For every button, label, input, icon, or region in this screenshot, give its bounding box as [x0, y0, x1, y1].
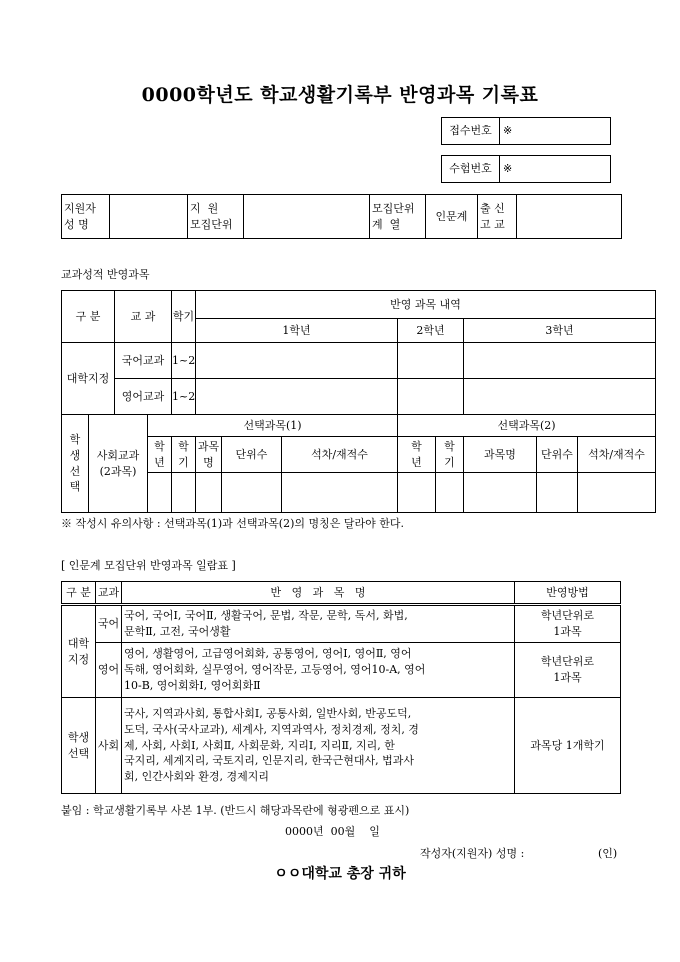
grades-grade2: 2학년 — [398, 319, 464, 343]
grades-table — [61, 290, 656, 513]
list-social: 사회 — [96, 698, 122, 794]
list-col-category: 구 분 — [62, 582, 96, 605]
e2-year-input[interactable] — [398, 473, 436, 513]
e1-rank-input[interactable] — [282, 473, 398, 513]
writer-label: 작성자(지원자) 성명 : — [420, 847, 525, 860]
e2-rank-header: 석차/재적수 — [578, 437, 656, 473]
e2-sem-input[interactable] — [436, 473, 464, 513]
list-heading: [ 인문계 모집단위 반영과목 일람표 ] — [61, 559, 236, 572]
grades-social: 사회교과 (2과목) — [89, 415, 148, 513]
exam-box — [441, 155, 611, 183]
e1-units-header: 단위수 — [222, 437, 282, 473]
grades-english: 영어교과 — [115, 379, 172, 415]
grades-reflected-header: 반영 과목 내역 — [196, 291, 656, 319]
applicant-table — [61, 194, 622, 239]
grades-heading: 교과성적 반영과목 — [61, 268, 150, 281]
applicant-school-input[interactable] — [517, 195, 622, 239]
e1-units-input[interactable] — [222, 473, 282, 513]
grades-elective2: 선택과목(2) — [398, 415, 656, 437]
grades-grade1: 1학년 — [196, 319, 398, 343]
attachment-note: 붙임 : 학교생활기록부 사본 1부. (반드시 해당과목란에 형광펜으로 표시) — [61, 804, 410, 817]
grades-korean: 국어교과 — [115, 343, 172, 379]
e1-rank-header: 석차/재적수 — [282, 437, 398, 473]
e1-sem-header: 학 기 — [172, 437, 196, 473]
page-title: 0000학년도 학교생활기록부 반영과목 기록표 — [141, 84, 539, 106]
exam-label: 수험번호 — [442, 156, 500, 183]
recipient: ㅇㅇ대학교 총장 귀하 — [274, 866, 406, 882]
e1-year-header: 학 년 — [148, 437, 172, 473]
exam-input[interactable]: ※ — [500, 156, 611, 183]
grades-english-grade1[interactable] — [196, 379, 398, 415]
e2-units-input[interactable] — [537, 473, 578, 513]
e2-subject-input[interactable] — [464, 473, 537, 513]
list-social-subjects: 국사, 지역과사회, 통합사회Ⅰ, 공통사회, 일반사회, 반공도덕, 도덕, 국사(국사교과), 세계사, 지역과역사, 정치경제, 정치, 경 제, 사회, 사회Ⅰ, 사회Ⅱ, 사회문화, 지리Ⅰ, 지리Ⅱ, 지리, 한 국지리, 세계지리, 국토지리, 인문지리, 한국근현대사, 법과사 회, 인간사회와 환경, 경제지리 — [122, 698, 515, 794]
grades-student-choice: 학 생 선 택 — [62, 415, 89, 513]
grades-col-semester: 학기 — [172, 291, 196, 343]
note: ※ 작성시 유의사항 : 선택과목(1)과 선택과목(2)의 명칭은 달라야 한다. — [61, 517, 404, 530]
e2-units-header: 단위수 — [537, 437, 578, 473]
e1-year-input[interactable] — [148, 473, 172, 513]
applicant-series-value: 인문계 — [426, 195, 478, 239]
applicant-school-label: 출 신 고 교 — [478, 195, 517, 239]
list-col-subjects: 반 영 과 목 명 — [122, 582, 515, 605]
grades-korean-sem: 1~2 — [172, 343, 196, 379]
list-korean-subjects: 국어, 국어Ⅰ, 국어Ⅱ, 생활국어, 문법, 작문, 문학, 독서, 화법, 문학Ⅱ, 고전, 국어생활 — [122, 605, 515, 643]
receipt-box — [441, 117, 611, 145]
subjects-list-table — [61, 581, 621, 794]
list-korean-method: 학년단위로 1과목 — [515, 605, 621, 643]
e1-subject-header: 과목명 — [196, 437, 222, 473]
grades-col-category: 구 분 — [62, 291, 115, 343]
grades-english-grade3[interactable] — [464, 379, 656, 415]
list-korean: 국어 — [96, 605, 122, 643]
grades-english-sem: 1~2 — [172, 379, 196, 415]
e1-sem-input[interactable] — [172, 473, 196, 513]
seal-label: (인) — [598, 847, 618, 860]
grades-col-subject: 교 과 — [115, 291, 172, 343]
e2-sem-header: 학 기 — [436, 437, 464, 473]
applicant-name-input[interactable] — [110, 195, 188, 239]
applicant-name-label: 지원자 성 명 — [62, 195, 110, 239]
receipt-label: 접수번호 — [442, 118, 500, 145]
list-english-method: 학년단위로 1과목 — [515, 643, 621, 698]
grades-univ-designated: 대학지정 — [62, 343, 115, 415]
grades-korean-grade1[interactable] — [196, 343, 398, 379]
grades-english-grade2[interactable] — [398, 379, 464, 415]
list-col-method: 반영방법 — [515, 582, 621, 605]
grades-elective1: 선택과목(1) — [148, 415, 398, 437]
e2-year-header: 학 년 — [398, 437, 436, 473]
list-student-choice: 학생 선택 — [62, 698, 96, 794]
applicant-series-label: 모집단위 계 열 — [370, 195, 426, 239]
date-line: 0000년 00월 일 — [285, 825, 380, 838]
grades-grade3: 3학년 — [464, 319, 656, 343]
list-english: 영어 — [96, 643, 122, 698]
list-univ-designated: 대학 지정 — [62, 605, 96, 698]
grades-korean-grade2[interactable] — [398, 343, 464, 379]
applicant-unit-input[interactable] — [244, 195, 370, 239]
applicant-unit-label: 지 원 모집단위 — [188, 195, 244, 239]
list-col-subject: 교과 — [96, 582, 122, 605]
e2-subject-header: 과목명 — [464, 437, 537, 473]
e1-subject-input[interactable] — [196, 473, 222, 513]
list-english-subjects: 영어, 생활영어, 고급영어회화, 공통영어, 영어Ⅰ, 영어Ⅱ, 영어 독해, 영어회화, 실무영어, 영어작문, 고등영어, 영어10-A, 영어 10-B, 영어회화Ⅰ, 영어회화Ⅱ — [122, 643, 515, 698]
list-social-method: 과목당 1개학기 — [515, 698, 621, 794]
grades-korean-grade3[interactable] — [464, 343, 656, 379]
receipt-input[interactable]: ※ — [500, 118, 611, 145]
e2-rank-input[interactable] — [578, 473, 656, 513]
